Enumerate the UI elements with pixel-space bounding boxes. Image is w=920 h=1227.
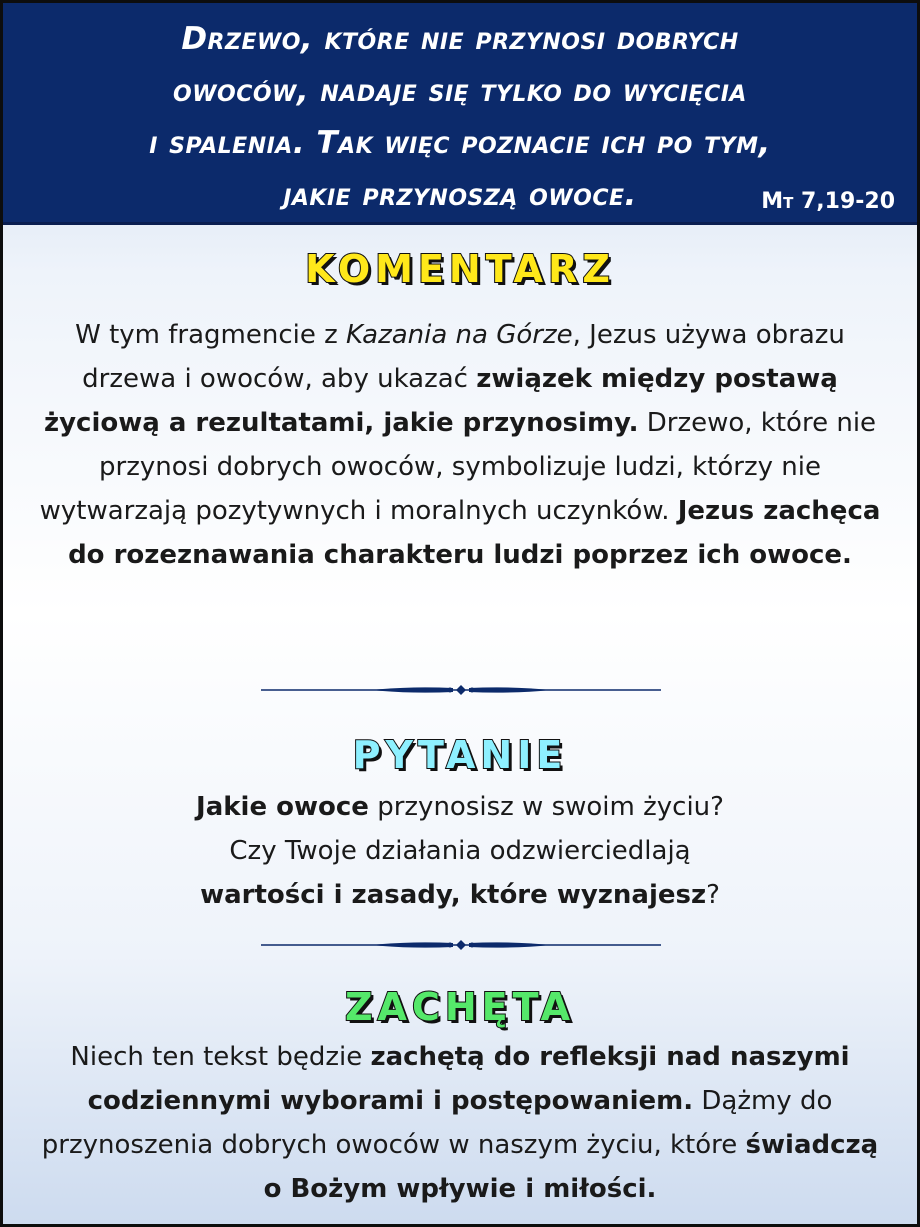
verse-line-1: Drzewo, które nie przynosi dobrych [181, 21, 739, 57]
verse-line-4: jakie przynoszą owoce. [283, 177, 637, 213]
komentarz-s6: Jezus zachęca do rozeznawania charakteru ludzi poprzez ich owoce. [68, 496, 881, 570]
verse-line-2: owoców, nadaje się tylko do wycięcia [173, 73, 747, 109]
zacheta-s2: zachętą do refleksji nad naszymi codziennymi wyborami i postępowaniem. [87, 1042, 850, 1116]
verse-header [3, 3, 917, 225]
zacheta-title: ZACHĘTA [345, 985, 575, 1029]
komentarz-s4: związek między postawą życiową a rezultatami, jakie przynosimy. [43, 364, 838, 438]
komentarz-title: KOMENTARZ [305, 247, 615, 291]
verse-reference: Mt 7,19-20 [761, 189, 895, 214]
pytanie-title: PYTANIE [352, 733, 568, 777]
komentarz-s5: Drzewo, które nie przynosi dobrych owoców, symbolizuje ludzi, którzy nie wytwarzają pozytywnych i moralnych uczynków. [39, 408, 877, 526]
komentarz-s1: W tym fragmencie z [75, 320, 347, 350]
zacheta-s1: Niech ten tekst będzie [70, 1042, 371, 1072]
ornamental-divider-icon [261, 683, 661, 697]
pytanie-s2: przynosisz w swoim życiu? [368, 792, 724, 822]
verse-line-3: i spalenia. Tak więc poznacie ich po tym, [149, 125, 771, 161]
zacheta-text [33, 1035, 887, 1211]
pytanie-s3: Czy Twoje działania odzwierciedlają [229, 836, 691, 866]
bible-verse [33, 13, 887, 221]
zacheta-s4: świadczą o Bożym wpływie i miłości. [263, 1130, 879, 1204]
pytanie-text [33, 785, 887, 917]
komentarz-s2: Kazania na Górze [346, 320, 573, 350]
komentarz-text [33, 313, 887, 577]
pytanie-s5: ? [706, 880, 720, 910]
pytanie-s4: wartości i zasady, które wyznajesz [200, 880, 707, 910]
pytanie-s1: Jakie owoce [196, 792, 369, 822]
komentarz-s3: , Jezus używa obrazu drzewa i owoców, aby ukazać [82, 320, 845, 394]
ornamental-divider-icon [261, 938, 661, 952]
zacheta-s3: Dążmy do przynoszenia dobrych owoców w naszym życiu, które [41, 1086, 833, 1160]
